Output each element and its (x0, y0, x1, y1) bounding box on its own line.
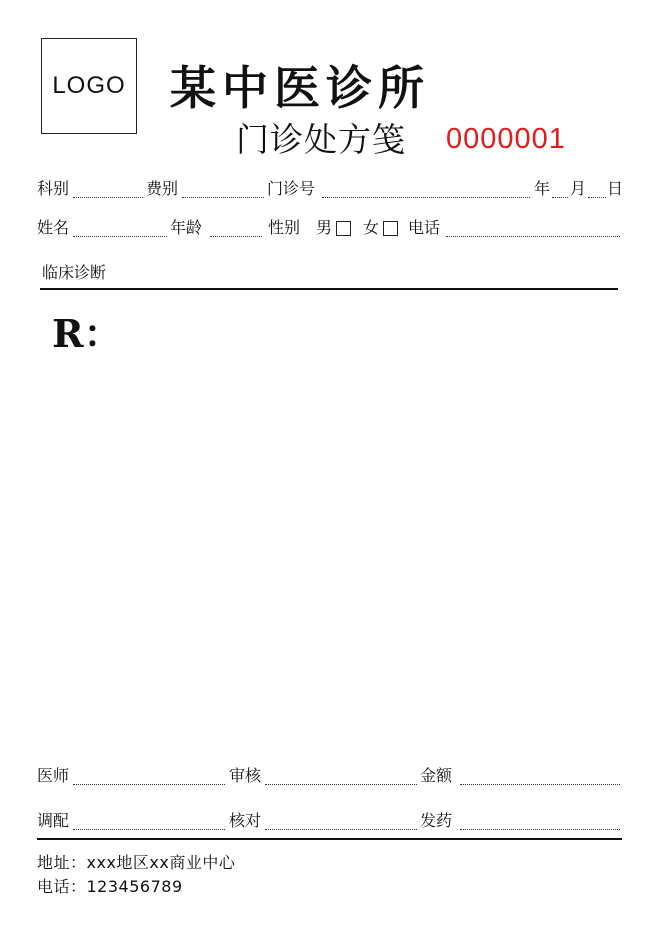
amount-field[interactable] (460, 784, 620, 785)
male-label: 男 (316, 218, 333, 237)
clinic-name: 某中医诊所 (170, 61, 430, 115)
footer-divider (37, 838, 622, 840)
logo-placeholder (41, 38, 137, 134)
serial-number: 0000001 (446, 123, 566, 155)
issue-field[interactable] (460, 829, 620, 830)
doctor-label: 医师 (37, 766, 70, 785)
year-label: 年 (534, 179, 551, 198)
name-label: 姓名 (37, 218, 70, 237)
check-label: 核对 (229, 811, 262, 830)
form-title: 门诊处方笺 (236, 120, 406, 159)
day-field[interactable] (588, 197, 606, 198)
doctor-field[interactable] (73, 784, 225, 785)
name-field[interactable] (73, 236, 167, 237)
phone-field[interactable] (446, 236, 620, 237)
logo-text: LOGO (52, 72, 126, 99)
rx-symbol: R： (52, 311, 122, 356)
diagnosis-label: 临床诊断 (42, 263, 107, 282)
female-label: 女 (363, 218, 380, 237)
day-label: 日 (607, 179, 624, 198)
age-field[interactable] (210, 236, 262, 237)
amount-label: 金额 (420, 766, 453, 785)
dispense-label: 调配 (37, 811, 70, 830)
department-field[interactable] (73, 197, 143, 198)
outpatient-no-field[interactable] (322, 197, 530, 198)
issue-label: 发药 (420, 811, 453, 830)
month-field[interactable] (552, 197, 568, 198)
footer-address: 地址：xxx地区xx商业中心 (37, 853, 236, 872)
diagnosis-divider (40, 288, 618, 290)
review-field[interactable] (265, 784, 417, 785)
department-label: 科别 (37, 179, 70, 198)
footer-phone: 电话：123456789 (37, 877, 183, 896)
fee-type-label: 费别 (146, 179, 179, 198)
outpatient-no-label: 门诊号 (267, 179, 316, 198)
month-label: 月 (570, 179, 587, 198)
gender-label: 性别 (268, 218, 301, 237)
review-label: 审核 (229, 766, 262, 785)
dispense-field[interactable] (73, 829, 225, 830)
check-field[interactable] (265, 829, 417, 830)
age-label: 年龄 (170, 218, 203, 237)
phone-label: 电话 (408, 218, 441, 237)
female-checkbox[interactable] (383, 221, 398, 236)
male-checkbox[interactable] (336, 221, 351, 236)
prescription-area[interactable] (40, 350, 618, 750)
fee-type-field[interactable] (182, 197, 264, 198)
